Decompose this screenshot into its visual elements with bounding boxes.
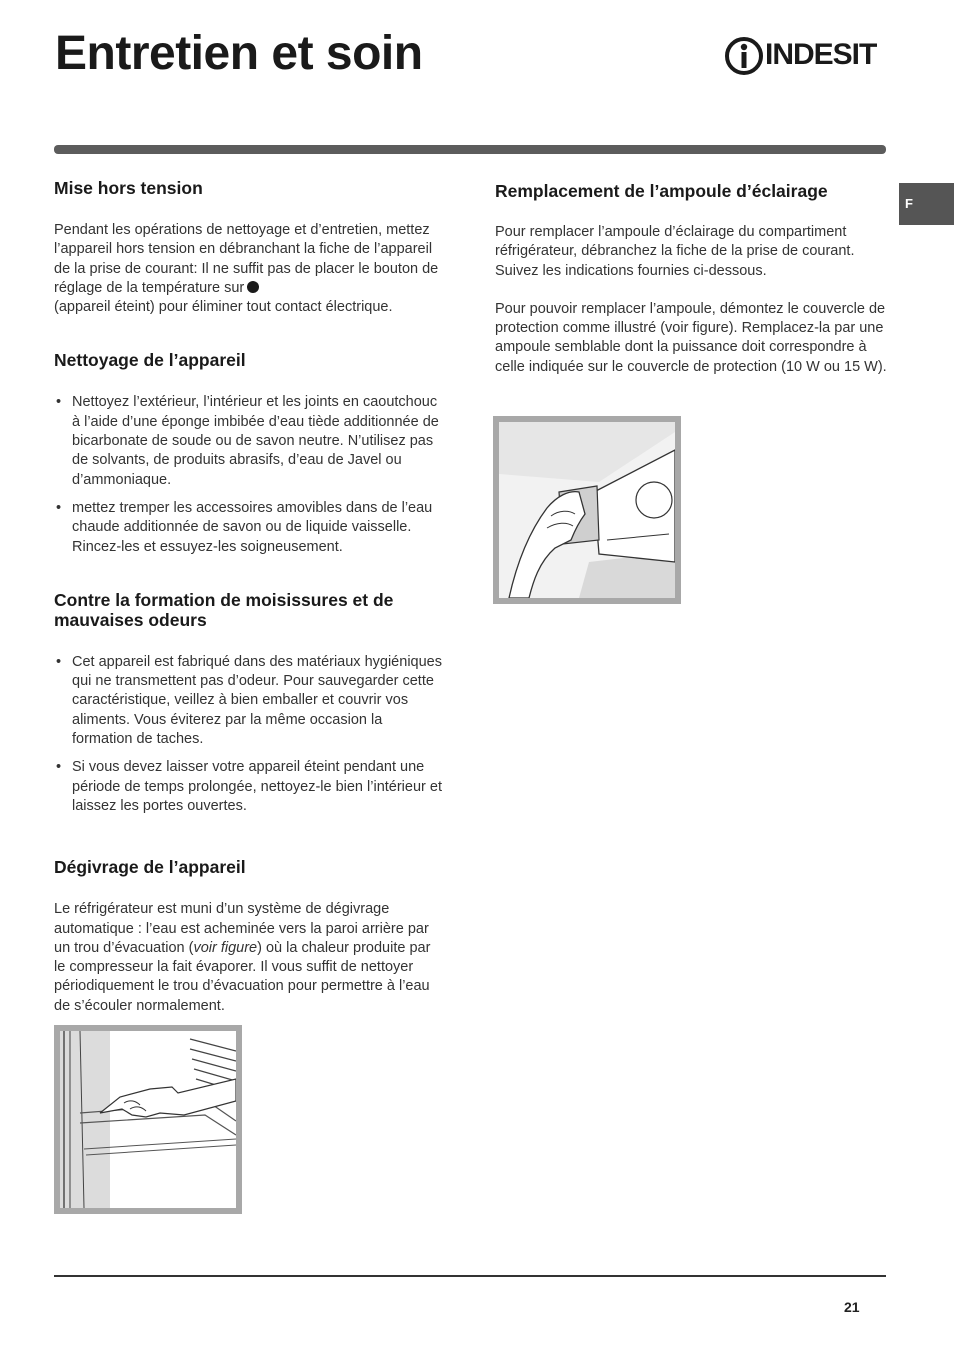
- header-divider: [54, 145, 886, 154]
- ampoule-paragraph: Pour remplacer l’ampoule d’éclairage du compartiment réfrigérateur, débranchez la fiche de la prise de courant. Suivez les indications fournies ci-dessous.: [495, 224, 855, 279]
- moisissures-list: [54, 653, 444, 816]
- mise-hors-tension-text-a: Pendant les opérations de nettoyage et d’entretien, mettez l’appareil hors tension en débranchant la fiche de l’appareil de la prise de courant: Il ne suffit pas de placer le bouton de réglage de la température sur: [54, 222, 439, 296]
- bulb-illustration: [499, 422, 675, 598]
- list-item: • Nettoyez l’extérieur, l’intérieur et les joints en caoutchouc à l’aide d’une éponge imbibée d’eau tiède additionnée de bicarbonate de soude ou de savon neutre. N’utilisez pas de solvants, de produits abrasifs, d’eau de Javel ou d’ammoniaque.: [54, 393, 444, 489]
- degivrage-text: [54, 900, 444, 1016]
- section-heading-degivrage: Dégivrage de l’appareil: [54, 857, 246, 878]
- degivrage-text-italic: voir figure: [193, 939, 258, 956]
- section-heading-ampoule: Remplacement de l’ampoule d’éclairage: [495, 181, 828, 201]
- left-column: [54, 178, 444, 1016]
- mise-hors-tension-text-b: (appareil éteint) pour éliminer tout contact électrique.: [54, 299, 393, 316]
- footer-divider: [54, 1275, 886, 1277]
- indesit-i-logo-icon: [725, 34, 765, 78]
- right-column: [495, 181, 890, 377]
- degivrage-text-a: Le réfrigérateur est muni d’un système de dégivrage automatique : l’eau est acheminée vers la paroi arrière par un trou d’évacuation (: [54, 901, 429, 956]
- degivrage-text-b: ) où la chaleur produite par le compresseur la fait évaporer. Il vous suffit de nettoyer périodiquement le trou d’évacuation pour permettre à l’eau de s’écouler normalement.: [54, 939, 431, 1014]
- off-position-symbol-icon: [247, 281, 259, 293]
- section-heading-moisissures: Contre la formation de moisissures et de mauvaises odeurs: [54, 589, 394, 630]
- brand-name: INDESIT: [765, 38, 877, 71]
- section-heading-nettoyage: Nettoyage de l’appareil: [54, 350, 246, 371]
- ampoule-paragraph: Pour pouvoir remplacer l’ampoule, démontez le couvercle de protection comme illustré (voir figure). Remplacez-la par une ampoule semblable dont la puissance doit correspondre à celle indiquée sur le couvercle de protection (10 W ou 15 W).: [495, 300, 887, 375]
- page-title: Entretien et soin: [55, 27, 423, 80]
- section-heading-mise-hors-tension: Mise hors tension: [54, 178, 203, 198]
- mise-hors-tension-text: [54, 221, 444, 317]
- page-number: 21: [844, 1299, 860, 1315]
- indesit-logo: [725, 34, 887, 78]
- defrost-figure: [54, 1025, 242, 1214]
- defrost-illustration: [60, 1031, 236, 1208]
- list-item: • mettez tremper les accessoires amovibles dans de l’eau chaude additionnée de savon ou de liquide vaisselle. Rincez-les et essuyez-les soigneusement.: [54, 499, 444, 557]
- nettoyage-list: [54, 393, 444, 556]
- bulb-figure: [493, 416, 681, 604]
- language-tab: F: [899, 183, 954, 225]
- list-item: • Cet appareil est fabriqué dans des matériaux hygiéniques qui ne transmettent pas d’odeur. Pour sauvegarder cette caractéristique, veillez à bien emballer et couvrir vos aliments. Vous éviterez par la même occasion la formation de taches.: [54, 653, 444, 749]
- list-item: • Si vous devez laisser votre appareil éteint pendant une période de temps prolongée, nettoyez-le bien l’intérieur et laissez les portes ouvertes.: [54, 758, 444, 816]
